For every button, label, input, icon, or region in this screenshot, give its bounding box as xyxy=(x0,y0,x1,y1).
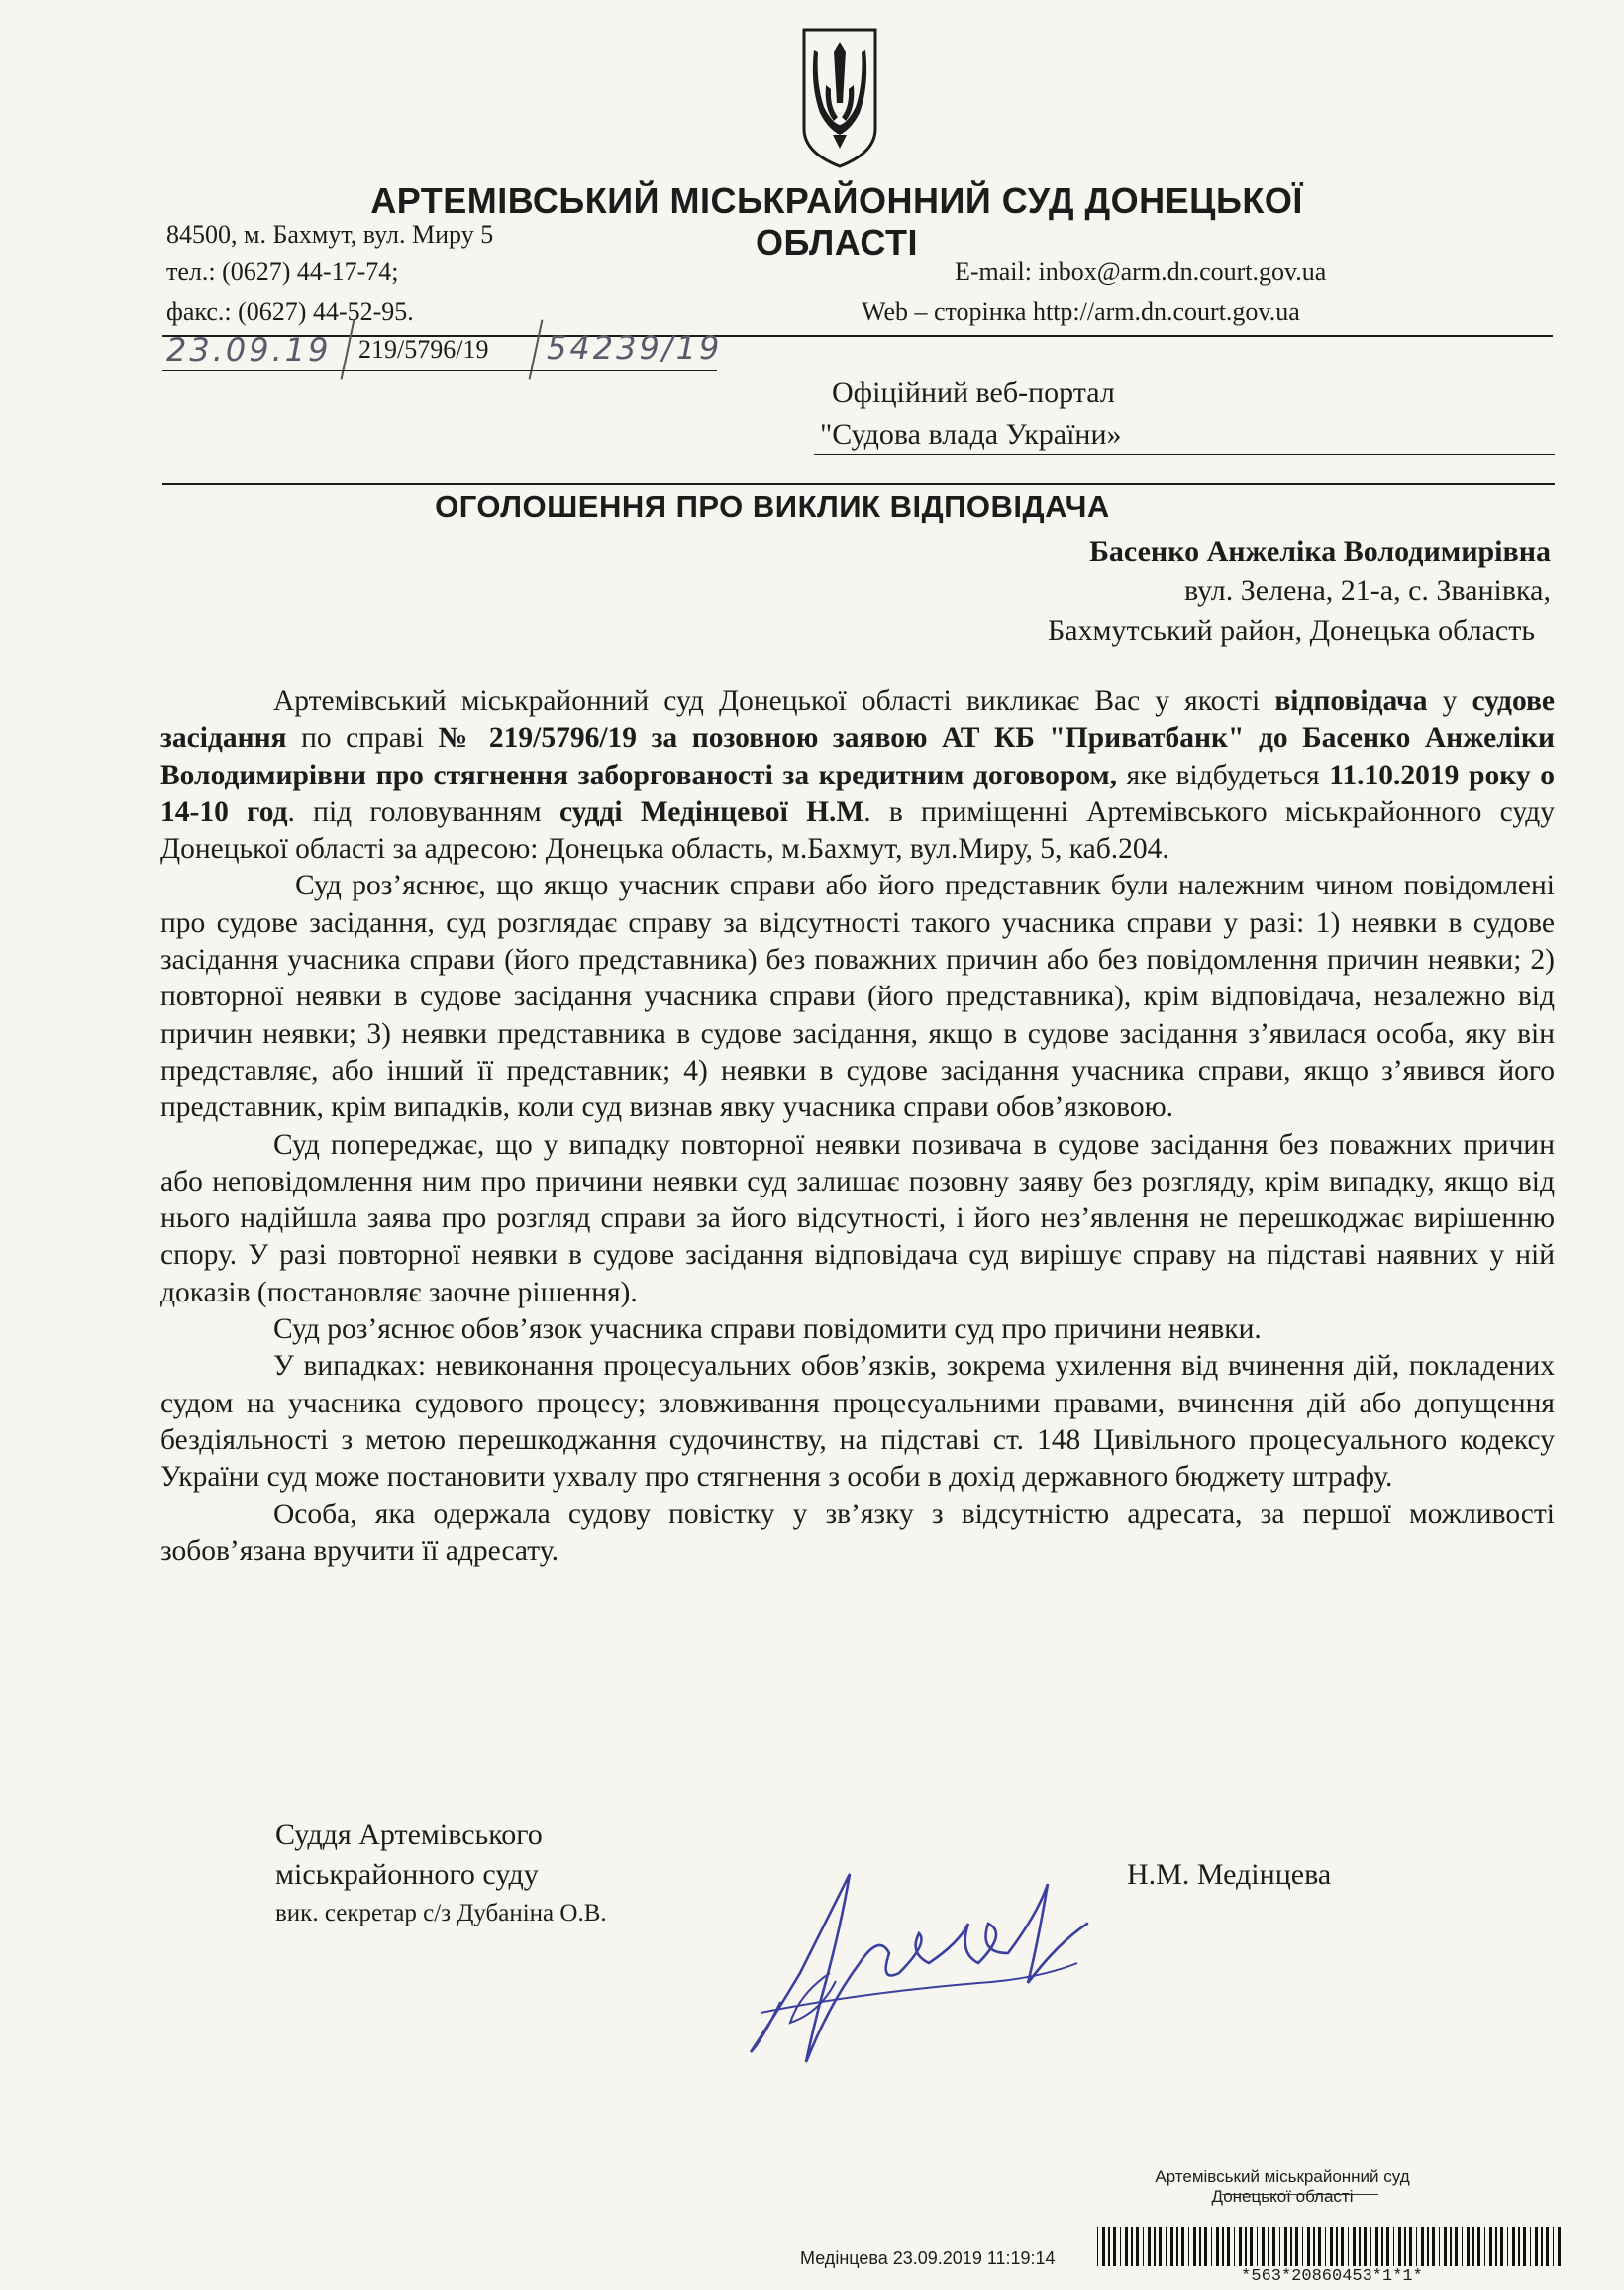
barcode-bar xyxy=(1416,2227,1417,2266)
barcode-bar xyxy=(1272,2227,1275,2266)
barcode-bar xyxy=(1257,2227,1258,2266)
barcode-bar xyxy=(1211,2227,1212,2266)
barcode-bar xyxy=(1359,2227,1361,2266)
addressee-street: вул. Зелена, 21-а, с. Званівка, xyxy=(1183,574,1551,607)
court-website: Web – сторінка http://arm.dn.court.gov.ua xyxy=(862,297,1300,326)
court-address: 84500, м. Бахмут, вул. Миру 5 xyxy=(166,220,494,249)
addressee-district: Бахмутський район, Донецька область xyxy=(1047,614,1535,647)
barcode-bar xyxy=(1336,2227,1338,2266)
barcode-bar xyxy=(1370,2227,1371,2266)
barcode-bar xyxy=(1284,2227,1287,2266)
barcode-bar xyxy=(1404,2227,1406,2266)
barcode-bar xyxy=(1216,2227,1219,2266)
outgoing-number: 54239/19 xyxy=(547,329,723,366)
paragraph-absence-rules: Суд роз’яснює, що якщо учасник справи або його представник були належним чином повідомлені про судове засідання, суд розглядає справу за відсутності такого учасника справи у разі: 1) неявки в судове засідання учасника справи (його представника) без поважних причин або без повідомлення причин неявки; 2) повторної неявки в судове засідання учасника справи (його представника), крім відповідача, незалежно від причин неявки; 3) неявки представника в судове засідання, якщо в судове засідання з’явилася особа, яку він представляє, або інший її представник; 4) неявки в судове засідання учасника справи, якщо з’явився його представник, крім випадків, коли суд визнав явку учасника справи обов’язковою. xyxy=(160,870,1555,1124)
court-name: АРТЕМІВСЬКИЙ МІСЬКРАЙОННИЙ СУД ДОНЕЦЬКОЇ ОБЛАСТІ xyxy=(370,180,1303,262)
barcode-bar xyxy=(1227,2227,1230,2266)
notice-title: ОГОЛОШЕННЯ ПРО ВИКЛИК ВІДПОВІДАЧА xyxy=(435,489,1110,524)
barcode-bar xyxy=(1546,2227,1549,2266)
registration-date: 23.09.19 xyxy=(166,331,332,368)
barcode-bar xyxy=(1523,2227,1526,2266)
barcode-bar xyxy=(1313,2227,1315,2266)
stamp-divider xyxy=(1222,2194,1378,2195)
judge-name: Н.М. Медінцева xyxy=(1127,1858,1332,1891)
barcode-bar xyxy=(1495,2227,1497,2266)
barcode-bar xyxy=(1393,2227,1394,2266)
handwritten-signature xyxy=(741,1854,1103,2072)
barcode-number: *563*20860453*1*1* xyxy=(1241,2267,1423,2286)
barcode-bar xyxy=(1159,2227,1162,2266)
barcode-bar xyxy=(1318,2227,1321,2266)
notice-body xyxy=(160,683,1555,1570)
barcode-bar xyxy=(1484,2227,1485,2266)
barcode-bar xyxy=(1444,2227,1447,2266)
barcode-bar xyxy=(1307,2227,1310,2266)
judge-position-line2: міськрайонного суду xyxy=(275,1858,539,1891)
barcode-bar xyxy=(1364,2227,1367,2266)
barcode-bar xyxy=(1427,2227,1429,2266)
barcode-bar xyxy=(1558,2227,1561,2266)
barcode-bar xyxy=(1188,2227,1189,2266)
document-barcode xyxy=(1097,2227,1563,2266)
barcode-bar xyxy=(1290,2227,1292,2266)
paragraph-delivery: Особа, яка одержала судову повістку у зв’язку з відсутністю адресата, за першої можливості зобов’язана вручити її адресату. xyxy=(160,1498,1555,1567)
barcode-bar xyxy=(1154,2227,1156,2266)
barcode-bar xyxy=(1097,2227,1098,2266)
barcode-bar xyxy=(1507,2227,1508,2266)
barcode-bar xyxy=(1421,2227,1424,2266)
barcode-bar xyxy=(1102,2227,1105,2266)
barcode-bar xyxy=(1386,2227,1389,2266)
barcode-bar xyxy=(1268,2227,1269,2266)
barcode-bar xyxy=(1398,2227,1401,2266)
barcode-bar xyxy=(1108,2227,1110,2266)
barcode-bar xyxy=(1348,2227,1349,2266)
stamp-signed-by: Медінцева 23.09.2019 11:19:14 xyxy=(800,2248,1056,2268)
barcode-bar xyxy=(1325,2227,1326,2266)
barcode-bar xyxy=(1113,2227,1116,2266)
barcode-bar xyxy=(1181,2227,1184,2266)
barcode-bar xyxy=(1450,2227,1452,2266)
case-number: 219/5796/19 xyxy=(358,335,489,364)
barcode-bar xyxy=(1541,2227,1543,2266)
barcode-bar xyxy=(1279,2227,1280,2266)
stamp-court-name: Артемівський міськрайонний суд Донецької області xyxy=(1155,2167,1410,2206)
barcode-bar xyxy=(1530,2227,1531,2266)
judge-position-line1: Суддя Артемівського xyxy=(275,1819,543,1851)
court-phone: тел.: (0627) 44-17-74; xyxy=(166,258,399,286)
barcode-bar xyxy=(1409,2227,1412,2266)
barcode-bar xyxy=(1120,2227,1121,2266)
registration-underline xyxy=(162,370,717,371)
barcode-bar xyxy=(1432,2227,1435,2266)
tryzub-emblem xyxy=(800,26,879,170)
barcode-bar xyxy=(1472,2227,1474,2266)
paragraph-warning: Суд попереджає, що у випадку повторної неявки позивача в судове засідання без поважних причин або неповідомлення ним про причини неявки суд залишає позовну заяву без розгляду, крім випадку, якщо від нього надійшла заява про розгляд справи за його відсутності, і його нез’явлення не перешкоджає вирішенню спору. У разі повторної неявки в судове засідання відповідача суд вирішує справу на підставі наявних у ній доказів (постановляє заочне рішення). xyxy=(160,1128,1555,1308)
barcode-bar xyxy=(1136,2227,1139,2266)
barcode-bar xyxy=(1512,2227,1515,2266)
barcode-bar xyxy=(1439,2227,1440,2266)
paragraph-penalty: У випадках: невиконання процесуальних обов’язків, зокрема ухилення від вчинення дій, покладених судом на учасника судового процесу; зловживання процесуальними правами, вчинення дій або допущення бездіяльності з метою перешкоджання судочинству, на підставі ст. 148 Цивільного процесуального кодексу України суд може постановити ухвалу про стягнення з особи в дохід державного бюджету штрафу. xyxy=(160,1350,1555,1494)
portal-underline xyxy=(814,454,1555,455)
barcode-bar xyxy=(1166,2227,1167,2266)
barcode-bar xyxy=(1170,2227,1173,2266)
barcode-bar xyxy=(1125,2227,1128,2266)
paragraph-duty: Суд роз’яснює обов’язок учасника справи повідомити суд про причини неявки. xyxy=(273,1313,1262,1346)
portal-line1: Офіційний веб-портал xyxy=(832,376,1115,409)
barcode-bar xyxy=(1193,2227,1196,2266)
barcode-bar xyxy=(1302,2227,1303,2266)
paragraph-summons: Артемівський міськрайонний суд Донецької області викликає Вас у якості відповідача у судове засідання по справі № 219/5796/19 за позовною заявою АТ КБ "Приватбанк" до Басенко Анжеліки Володимирівни про стягнення заборгованості за кредитним договором, яке відбудеться 11.10.2019 року о 14-10 год. під головуванням судді Медінцевої Н.М. в приміщенні Артемівського міськрайонного суду Донецької області за адресою: Донецька область, м.Бахмут, вул.Миру, 5, каб.204. xyxy=(160,685,1556,866)
barcode-bar xyxy=(1204,2227,1207,2266)
barcode-bar xyxy=(1353,2227,1356,2266)
barcode-bar xyxy=(1518,2227,1520,2266)
portal-line2: "Судова влада України» xyxy=(820,418,1122,451)
barcode-bar xyxy=(1295,2227,1298,2266)
court-fax: факс.: (0627) 44-52-95. xyxy=(166,297,414,326)
barcode-bar xyxy=(1375,2227,1378,2266)
barcode-bar xyxy=(1148,2227,1151,2266)
barcode-bar xyxy=(1176,2227,1178,2266)
barcode-bar xyxy=(1455,2227,1458,2266)
barcode-bar xyxy=(1143,2227,1144,2266)
barcode-bar xyxy=(1234,2227,1235,2266)
barcode-bar xyxy=(1222,2227,1224,2266)
barcode-bar xyxy=(1199,2227,1201,2266)
barcode-bar xyxy=(1467,2227,1470,2266)
secretary-name: вик. секретар с/з Дубаніна О.В. xyxy=(275,1900,607,1926)
barcode-bar xyxy=(1330,2227,1333,2266)
barcode-bar xyxy=(1535,2227,1538,2266)
barcode-bar xyxy=(1239,2227,1242,2266)
barcode-bar xyxy=(1489,2227,1492,2266)
barcode-bar xyxy=(1500,2227,1503,2266)
barcode-bar xyxy=(1131,2227,1133,2266)
court-email: E-mail: inbox@arm.dn.court.gov.ua xyxy=(955,258,1327,286)
barcode-bar xyxy=(1477,2227,1480,2266)
barcode-bar xyxy=(1250,2227,1253,2266)
title-rule xyxy=(162,483,1555,485)
barcode-bar xyxy=(1381,2227,1383,2266)
addressee-name: Басенко Анжеліка Володимирівна xyxy=(1089,535,1551,568)
barcode-bar xyxy=(1553,2227,1554,2266)
barcode-bar xyxy=(1341,2227,1344,2266)
barcode-bar xyxy=(1262,2227,1265,2266)
barcode-bar xyxy=(1245,2227,1247,2266)
barcode-bar xyxy=(1462,2227,1463,2266)
